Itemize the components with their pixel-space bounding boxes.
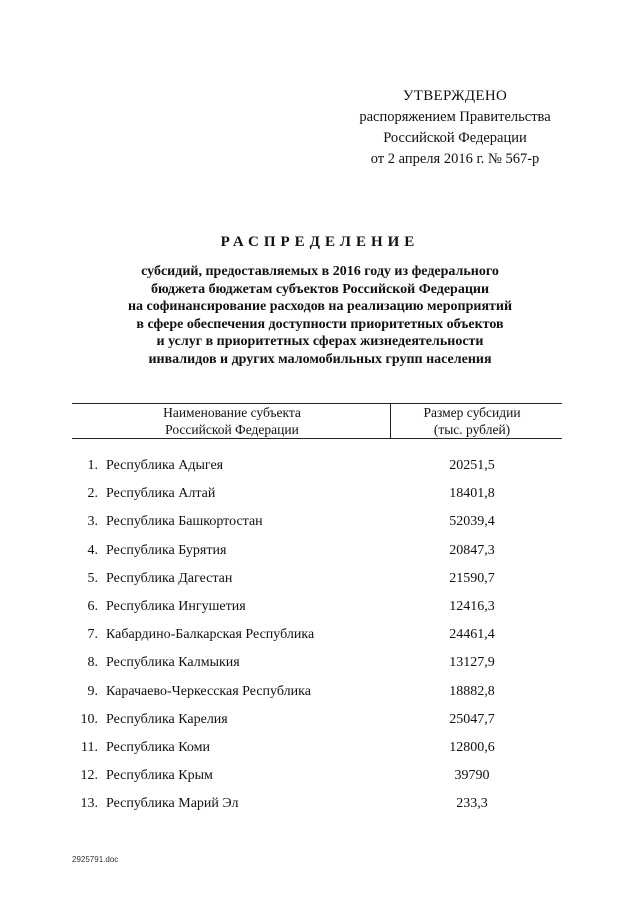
row-number: 8. [87, 655, 98, 671]
column-divider [390, 404, 391, 438]
row-amount: 24461,4 [449, 627, 495, 643]
row-number: 11. [81, 739, 98, 755]
table-row [72, 767, 562, 795]
table-row [72, 570, 562, 598]
row-number: 4. [87, 542, 98, 558]
approval-line-3: от 2 апреля 2016 г. № 567-р [370, 151, 540, 167]
subtitle-line: инвалидов и других маломобильных групп населения [148, 351, 492, 367]
row-number: 7. [87, 627, 98, 643]
approval-line-2: Российской Федерации [383, 130, 527, 146]
subtitle-line: и услуг в приоритетных сферах жизнедеятельности [156, 334, 484, 349]
row-number: 10. [80, 711, 98, 727]
row-number: 6. [87, 598, 98, 614]
table-body [72, 457, 562, 823]
table-row [72, 654, 562, 682]
subtitle-line: на софинансирование расходов на реализацию мероприятий [127, 299, 513, 314]
table-row [72, 513, 562, 541]
table-row [72, 485, 562, 513]
table-row [72, 795, 562, 823]
row-amount: 18401,8 [449, 486, 495, 502]
row-subject-name: Республика Башкортостан [106, 514, 263, 530]
document-id: 2925791.doc [72, 855, 119, 864]
row-subject-name: Карачаево-Черкесская Республика [106, 683, 311, 699]
row-subject-name: Республика Дагестан [106, 570, 233, 586]
row-subject-name: Республика Карелия [106, 711, 228, 727]
column-header-amount [397, 405, 547, 438]
column-header-name [112, 405, 352, 438]
row-amount: 12416,3 [449, 598, 495, 614]
table-row [72, 683, 562, 711]
row-amount: 39790 [454, 768, 490, 784]
row-subject-name: Республика Бурятия [106, 542, 227, 558]
subtitle-line: субсидий, предоставляемых в 2016 году из федерального [141, 264, 499, 279]
row-subject-name: Республика Марий Эл [106, 796, 239, 812]
row-amount: 25047,7 [449, 711, 495, 727]
row-number: 2. [87, 486, 98, 502]
table-row [72, 457, 562, 485]
column-header-name-line-2: Российской Федерации [165, 421, 299, 437]
approval-line-1: распоряжением Правительства [359, 109, 551, 125]
row-subject-name: Кабардино-Балкарская Республика [106, 627, 315, 643]
column-header-amount-line-1: Размер субсидии [423, 405, 521, 420]
table-header [72, 403, 562, 439]
table-row [72, 711, 562, 739]
column-header-amount-line-2: (тыс. рублей) [433, 421, 511, 437]
table-row [72, 598, 562, 626]
row-subject-name: Республика Ингушетия [106, 598, 246, 614]
row-number: 9. [87, 683, 98, 699]
subtitle-line: в сфере обеспечения доступности приоритетных объектов [136, 316, 504, 332]
document-title: РАСПРЕДЕЛЕНИЕ [220, 234, 420, 250]
row-amount: 12800,6 [449, 739, 495, 755]
row-amount: 21590,7 [449, 570, 495, 586]
row-subject-name: Республика Алтай [106, 486, 216, 502]
row-amount: 20847,3 [449, 542, 495, 558]
row-amount: 13127,9 [449, 655, 495, 671]
row-number: 1. [87, 458, 98, 473]
row-amount: 52039,4 [449, 514, 495, 530]
table-row [72, 739, 562, 767]
row-number: 5. [87, 570, 98, 586]
approval-block [340, 86, 570, 170]
row-subject-name: Республика Крым [106, 768, 213, 784]
document-subtitle [60, 263, 580, 368]
row-number: 13. [80, 796, 98, 812]
table-row [72, 626, 562, 654]
approval-heading: УТВЕРЖДЕНО [402, 88, 508, 104]
row-amount: 233,3 [456, 796, 488, 812]
row-amount: 20251,5 [449, 458, 495, 473]
column-header-name-line-1: Наименование субъекта [163, 405, 301, 420]
row-number: 3. [87, 514, 98, 530]
row-number: 12. [80, 768, 98, 784]
table-row [72, 542, 562, 570]
row-amount: 18882,8 [449, 683, 495, 699]
row-subject-name: Республика Адыгея [106, 458, 224, 473]
row-subject-name: Республика Калмыкия [106, 655, 240, 671]
subtitle-line: бюджета бюджетам субъектов Российской Федерации [150, 281, 490, 297]
row-subject-name: Республика Коми [106, 739, 210, 755]
